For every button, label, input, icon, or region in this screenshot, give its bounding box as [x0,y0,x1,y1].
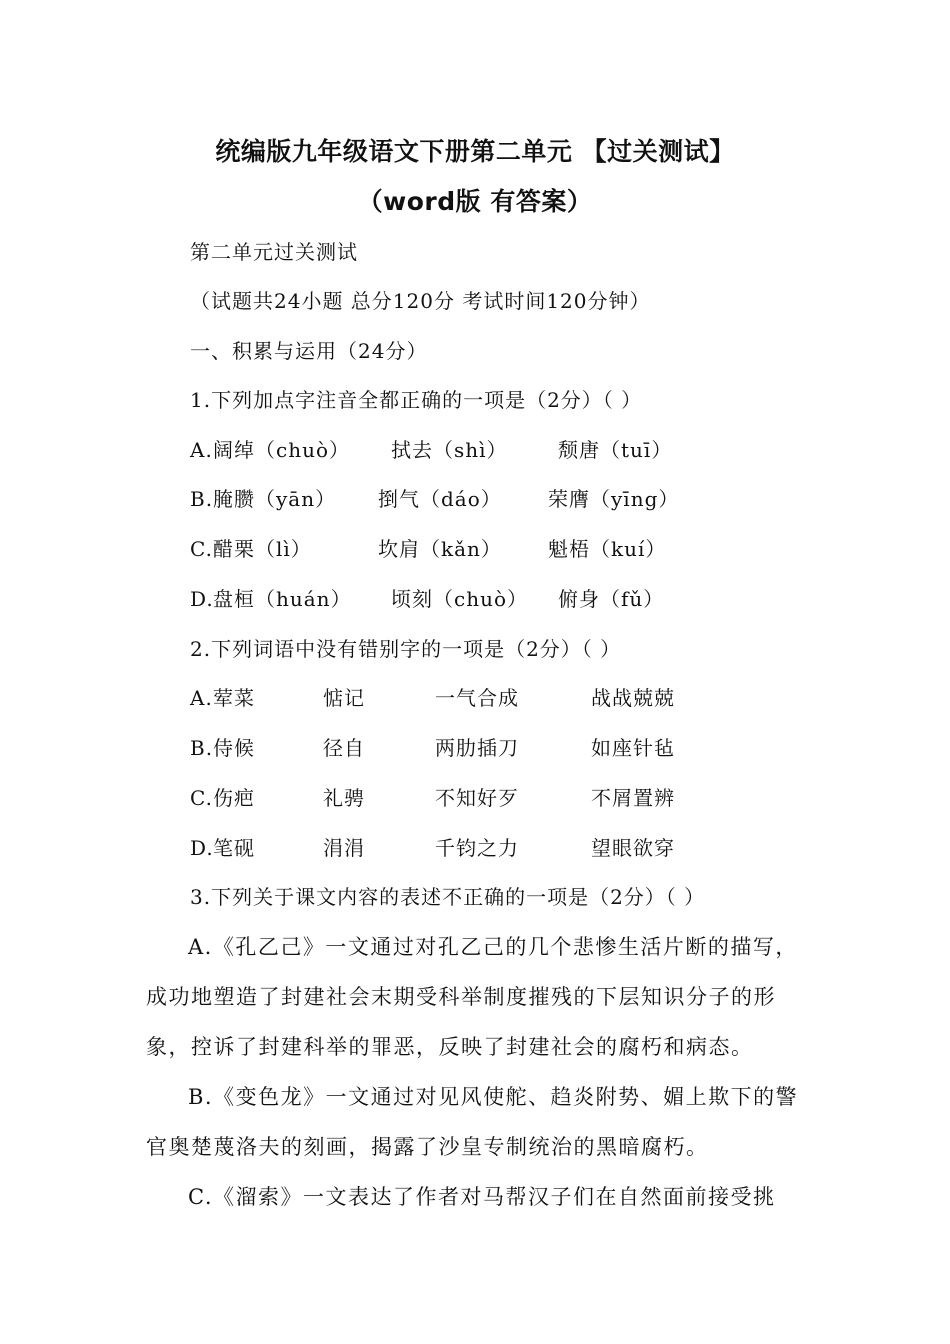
option-item: 一气合成 [435,686,519,710]
option-label: C. [190,786,213,810]
question-3-stem: 3.下列关于课文内容的表述不正确的一项是（2分）（ ） [190,885,706,909]
unit-heading: 第二单元过关测试 [190,240,358,264]
option-item: 侍候 [213,736,255,760]
question-3-option-a [146,922,810,1072]
option-item: 荤菜 [213,686,255,710]
question-2-stem: 2.下列词语中没有错别字的一项是（2分）（ ） [190,637,622,661]
option-item: 战战兢兢 [591,686,675,710]
question-3-option-c [146,1172,810,1222]
option-item: 如座针毡 [591,736,675,760]
document-subtitle: （word版 有答案） [357,187,593,216]
option-item: 伤疤 [213,786,255,810]
option-item: 颓唐（tuī） [558,438,673,462]
question-1-option-b [190,485,679,513]
option-item: 拭去（shì） [391,438,508,462]
question-1-option-c [190,535,666,563]
option-item: 不知好歹 [435,786,519,810]
question-1-option-d [190,585,664,613]
option-text: C.《溜索》一文表达了作者对马帮汉子们在自然面前接受挑 [188,1185,776,1209]
question-2-option-b [190,734,675,762]
option-item: 两肋插刀 [435,736,519,760]
option-item: 醋栗（lì） [213,537,312,561]
question-1-stem: 1.下列加点字注音全都正确的一项是（2分）（ ） [190,388,643,412]
option-text: A.《孔乙己》一文通过对孔乙己的几个悲惨生活片断的描写，成功地塑造了封建社会末期受科举制度摧残的下层知识分子的形象，控诉了封建科举的罪恶，反映了封建社会的腐朽和病态。 [146,935,798,1059]
option-item: 俯身（fǔ） [558,587,665,611]
option-item: 笔砚 [213,836,255,860]
question-2-option-d [190,834,675,862]
option-item: 不屑置辨 [591,786,675,810]
question-3-option-b [146,1072,810,1172]
option-item: 坎肩（kǎn） [378,537,502,561]
option-item: 魁梧（kuí） [548,537,667,561]
option-text: B.《变色龙》一文通过对见风使舵、趋炎附势、媚上欺下的警官奥楚蔑洛夫的刻画，揭露了沙皇专制统治的黑暗腐朽。 [146,1085,799,1159]
question-2-option-a [190,684,675,712]
question-1-option-a [190,436,672,464]
option-item: 腌臜（yān） [213,487,337,511]
option-item: 涓涓 [323,836,365,860]
option-item: 阔绰（chuò） [213,438,351,462]
option-label: B. [190,736,214,760]
question-2-option-c [190,784,675,812]
option-item: 千钧之力 [435,836,519,860]
option-item: 顷刻（chuò） [391,587,529,611]
option-item: 盘桓（huán） [213,587,352,611]
option-item: 径自 [323,736,365,760]
option-item: 荣膺（yīng） [548,487,680,511]
option-item: 望眼欲穿 [591,836,675,860]
section-heading: 一、积累与运用（24分） [190,339,428,363]
option-item: 捯气（dáo） [378,487,502,511]
option-label: A. [190,438,213,462]
option-label: C. [190,537,213,561]
option-label: D. [190,587,214,611]
option-label: B. [190,487,214,511]
option-label: A. [190,686,213,710]
option-label: D. [190,836,214,860]
option-item: 礼骋 [323,786,365,810]
option-item: 惦记 [323,686,365,710]
document-title: 统编版九年级语文下册第二单元 【过关测试】 [215,137,735,166]
exam-info: （试题共24小题 总分120分 考试时间120分钟） [190,289,651,313]
